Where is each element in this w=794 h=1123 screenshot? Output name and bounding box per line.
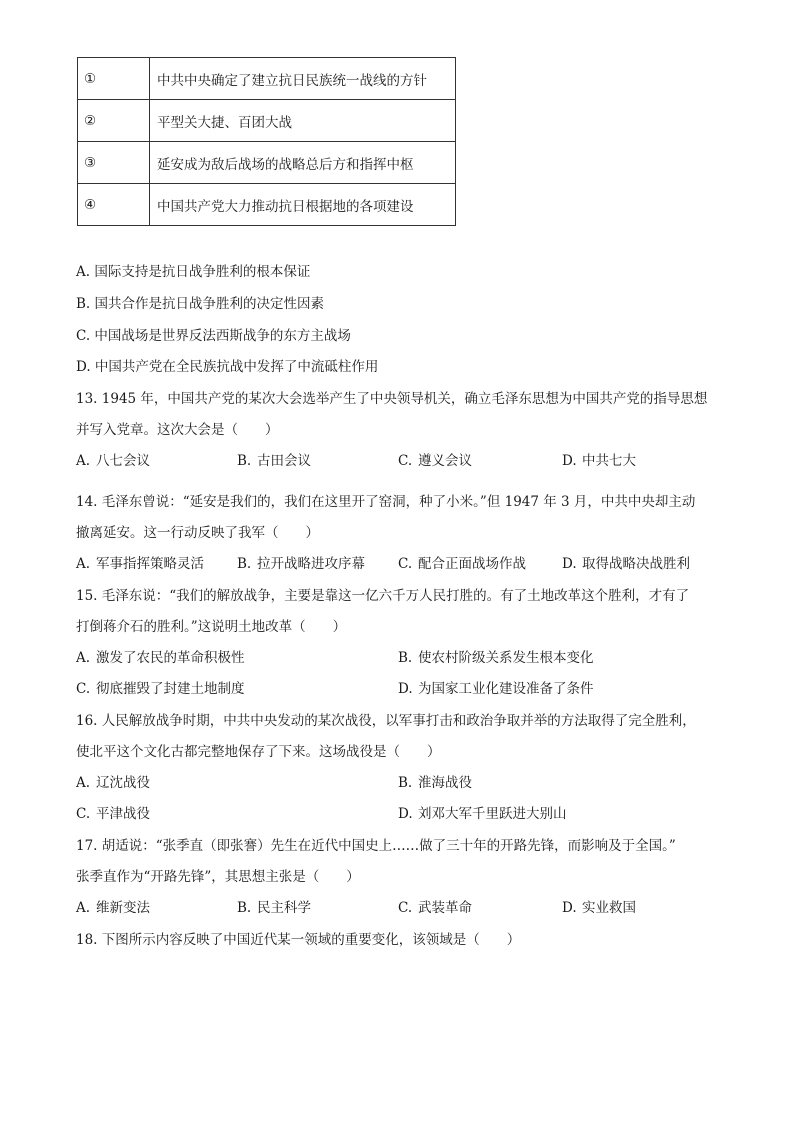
q16-stem-line2: 使北平这个文化古都完整地保存了下来。这场战役是（ ） (76, 744, 441, 760)
q13-options (76, 451, 736, 471)
row-text: 中国共产党大力推动抗日根据地的各项建设 (150, 184, 456, 226)
q16-option-d: D. 刘邓大军千里跃进大别山 (398, 806, 567, 822)
q17-option-b: B. 民主科学 (237, 900, 311, 916)
row-text: 延安成为敌后战场的战略总后方和指挥中枢 (150, 142, 456, 184)
q13-stem-line2: 并写入党章。这次大会是（ ） (76, 422, 279, 438)
table-row (78, 58, 456, 100)
q14-stem-line1: 14. 毛泽东曾说：“延安是我们的，我们在这里开了窑洞，种了小米。”但 1947 年 3 月，中共中央却主动 (76, 494, 696, 510)
q16-options-row1 (76, 773, 736, 793)
q14-option-a: A. 军事指挥策略灵活 (76, 556, 204, 572)
q13-option-d: D. 中共七大 (562, 453, 636, 469)
table-row (78, 184, 456, 226)
table-row (78, 142, 456, 184)
q13-option-a: A. 八七会议 (76, 453, 150, 469)
events-table (77, 57, 456, 226)
q13-option-c: C. 遵义会议 (398, 453, 472, 469)
q14-option-c: C. 配合正面战场作战 (398, 556, 526, 572)
q13-option-b: B. 古田会议 (237, 453, 311, 469)
q17-option-d: D. 实业救国 (562, 900, 636, 916)
q12-option-d: D. 中国共产党在全民族抗战中发挥了中流砥柱作用 (76, 359, 379, 375)
q17-options (76, 898, 736, 918)
table-row (78, 100, 456, 142)
q12-option-b: B. 国共合作是抗日战争胜利的决定性因素 (76, 296, 325, 312)
q15-stem-line2: 打倒蒋介石的胜利。”这说明土地改革（ ） (76, 619, 347, 635)
q14-options (76, 554, 736, 574)
row-number: ④ (78, 184, 150, 226)
q14-option-d: D. 取得战略决战胜利 (562, 556, 690, 572)
row-number: ② (78, 100, 150, 142)
q17-stem-line2: 张季直作为“开路先锋”，其思想主张是（ ） (76, 869, 360, 885)
q15-options-row1 (76, 648, 736, 668)
q16-option-b: B. 淮海战役 (398, 775, 472, 791)
q17-option-c: C. 武装革命 (398, 900, 472, 916)
q14-option-b: B. 拉开战略进攻序幕 (237, 556, 365, 572)
row-number: ① (78, 58, 150, 100)
q12-option-c: C. 中国战场是世界反法西斯战争的东方主战场 (76, 328, 351, 344)
q18-stem-line1: 18. 下图所示内容反映了中国近代某一领域的重要变化，该领域是（ ） (76, 932, 521, 948)
row-text: 平型关大捷、百团大战 (150, 100, 456, 142)
q12-option-a: A. 国际支持是抗日战争胜利的根本保证 (76, 264, 311, 280)
q15-stem-line1: 15. 毛泽东说：“我们的解放战争，主要是靠这一亿六千万人民打胜的。有了土地改革这个胜利，才有了 (76, 588, 690, 604)
q17-option-a: A. 维新变法 (76, 900, 150, 916)
q15-option-c: C. 彻底摧毁了封建土地制度 (76, 681, 245, 697)
q16-options-row2 (76, 804, 736, 824)
row-number: ③ (78, 142, 150, 184)
q15-option-b: B. 使农村阶级关系发生根本变化 (398, 650, 594, 666)
q15-option-a: A. 激发了农民的革命积极性 (76, 650, 245, 666)
q16-option-a: A. 辽沈战役 (76, 775, 150, 791)
q15-options-row2 (76, 679, 736, 699)
q13-stem-line1: 13. 1945 年，中国共产党的某次大会选举产生了中央领导机关，确立毛泽东思想为中国共产党的指导思想 (76, 391, 708, 407)
q16-stem-line1: 16. 人民解放战争时期，中共中央发动的某次战役，以军事打击和政治争取并举的方法取得了完全胜利， (76, 713, 696, 729)
q15-option-d: D. 为国家工业化建设准备了条件 (398, 681, 594, 697)
q14-stem-line2: 撤离延安。这一行动反映了我军（ ） (76, 525, 319, 541)
q16-option-c: C. 平津战役 (76, 806, 150, 822)
row-text: 中共中央确定了建立抗日民族统一战线的方针 (150, 58, 456, 100)
q17-stem-line1: 17. 胡适说：“张季直（即张謇）先生在近代中国史上……做了三十年的开路先锋，而影响及于全国。” (76, 838, 676, 854)
